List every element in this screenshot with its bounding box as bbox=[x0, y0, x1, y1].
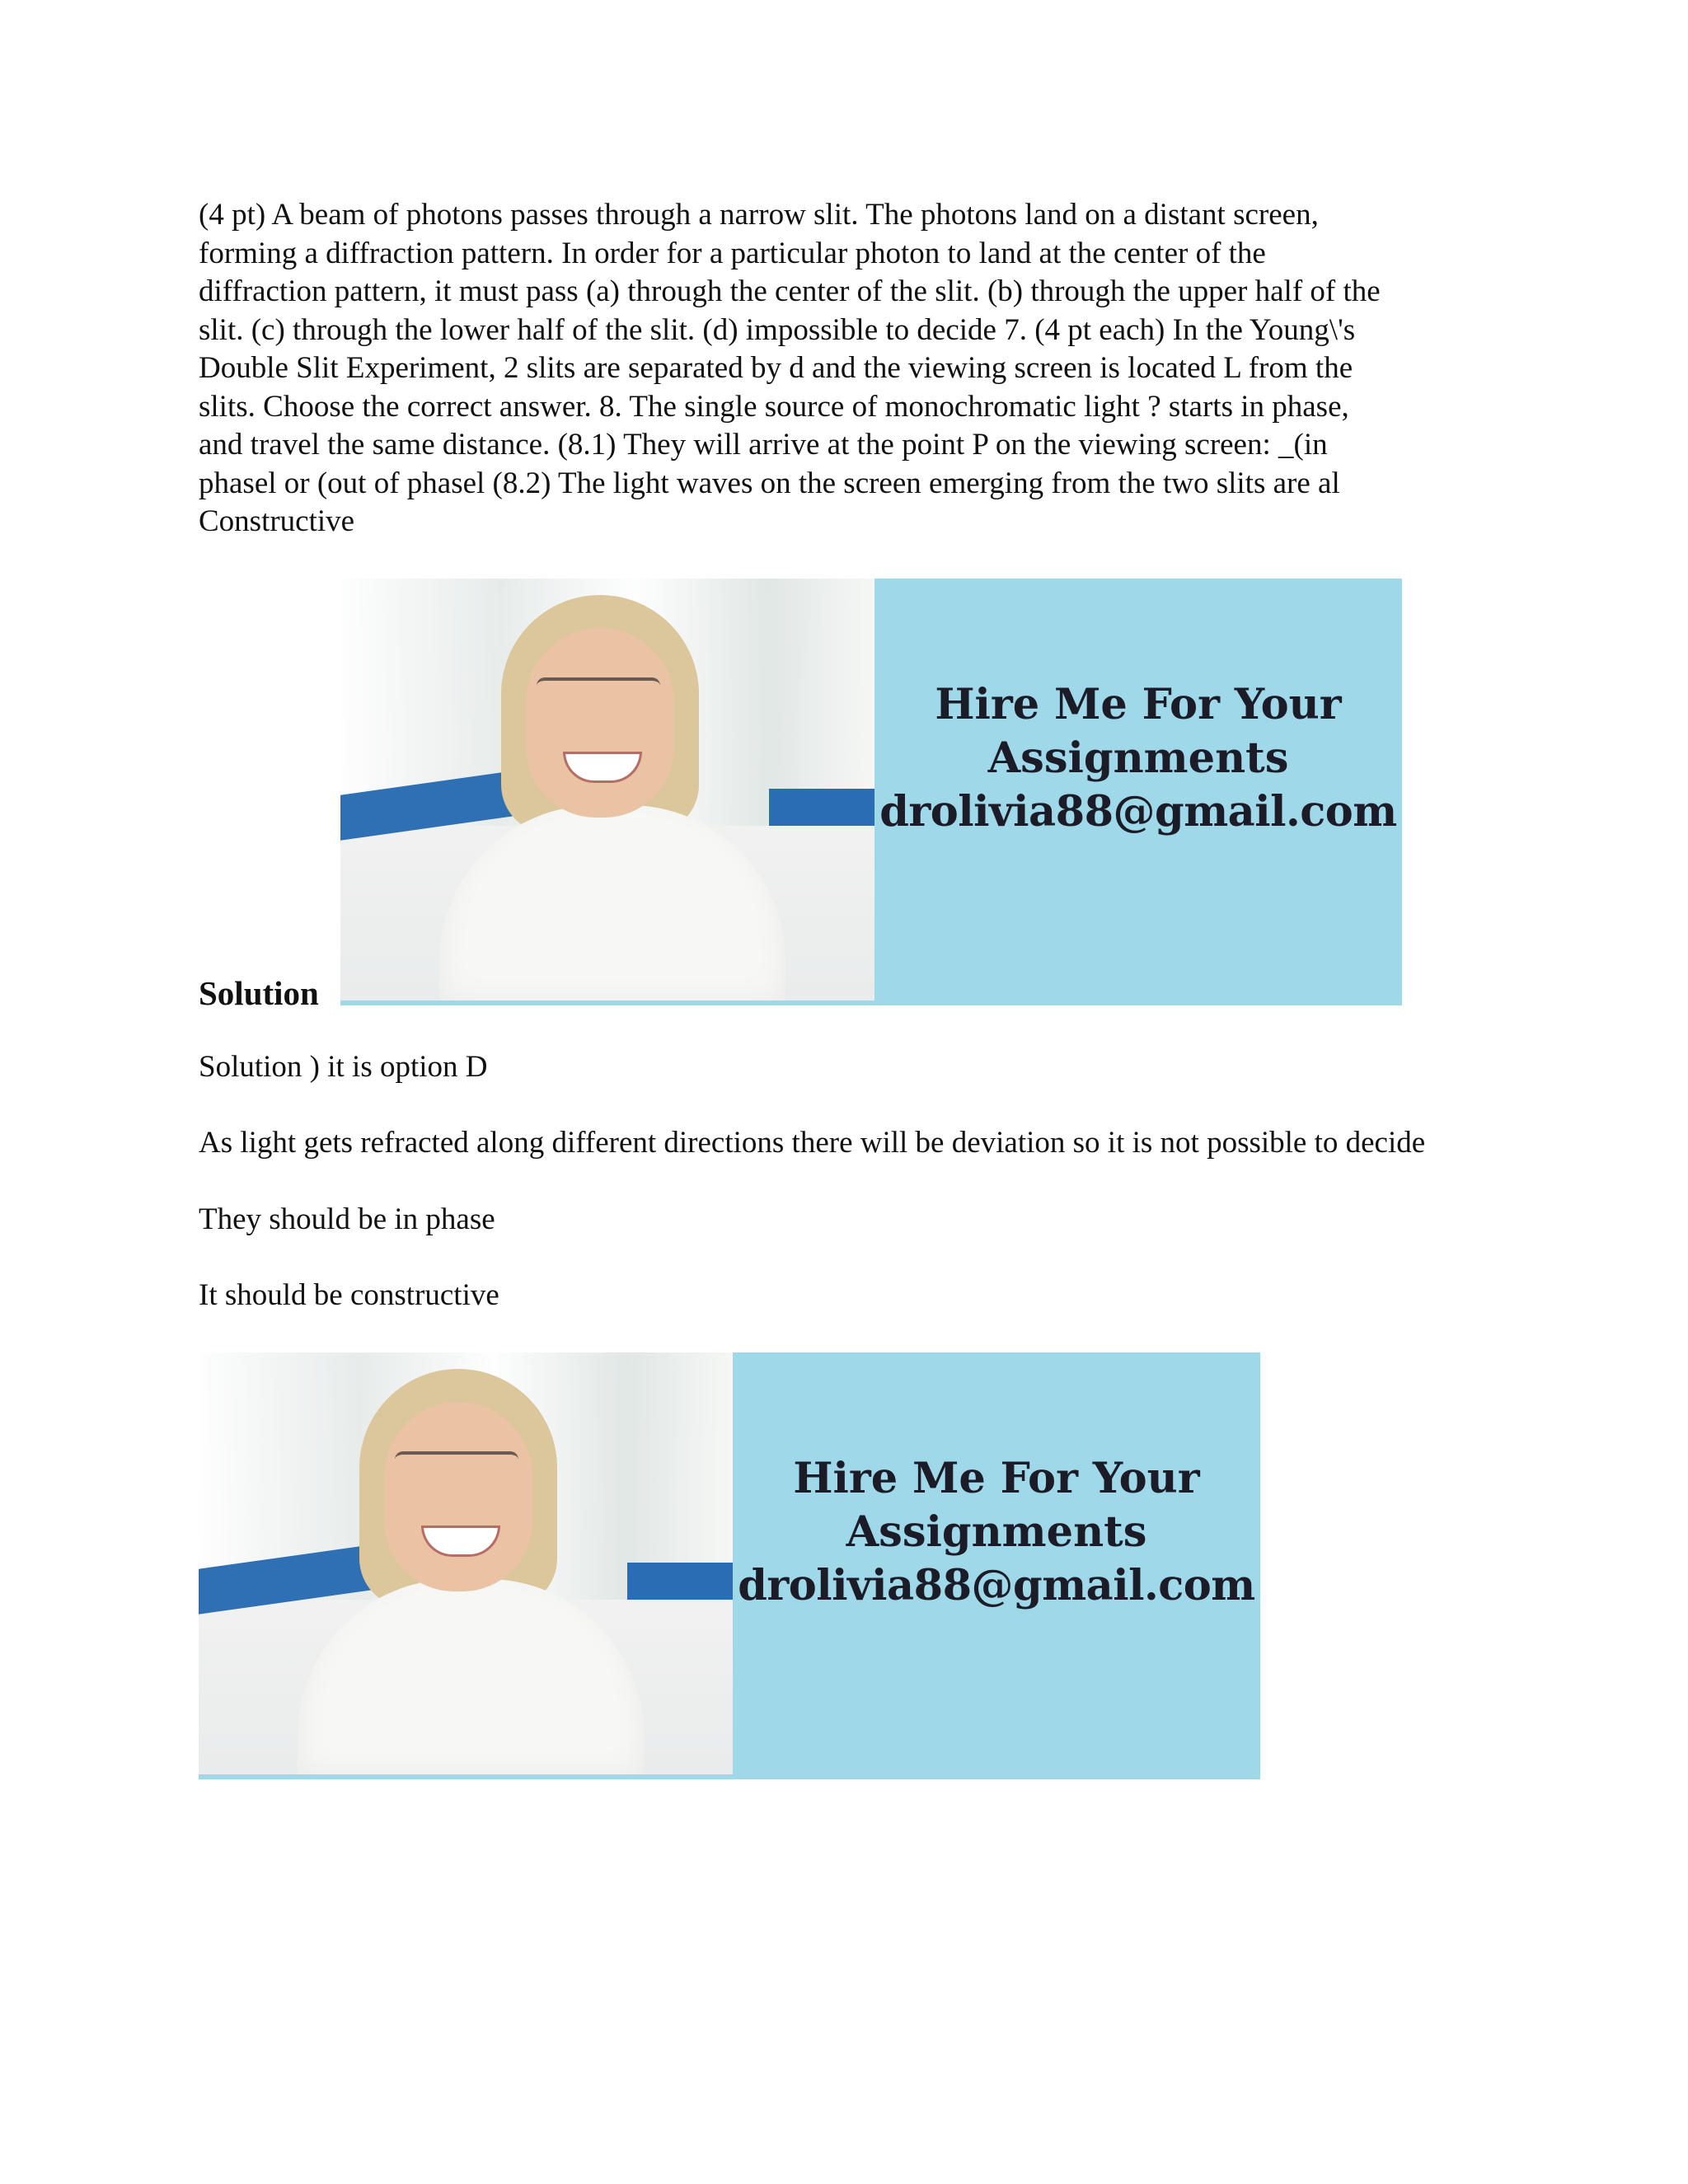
ad-photo bbox=[199, 1352, 734, 1774]
answer-paragraph: As light gets refracted along different directions there will be deviation so it is not possible to decide bbox=[199, 1126, 1426, 1160]
answer-paragraph: Solution ) it is option D bbox=[199, 1049, 488, 1084]
ad-email[interactable]: drolivia88@gmail.com bbox=[879, 787, 1397, 837]
solution-heading: Solution bbox=[199, 973, 319, 1012]
advertisement-banner[interactable] bbox=[199, 1352, 1260, 1779]
solution-row bbox=[199, 579, 1501, 1012]
ad-text-panel bbox=[733, 1352, 1260, 1779]
ad-2-wrapper bbox=[199, 1352, 1501, 1779]
answer-paragraph: It should be constructive bbox=[199, 1278, 499, 1312]
ad-line-2: Assignments bbox=[846, 1507, 1147, 1557]
ad-photo bbox=[340, 579, 876, 1001]
ad-text-panel bbox=[874, 579, 1402, 1005]
ad-line-1: Hire Me For Your bbox=[793, 1454, 1200, 1503]
advertisement-banner[interactable] bbox=[340, 579, 1402, 1005]
ad-email[interactable]: drolivia88@gmail.com bbox=[738, 1561, 1255, 1610]
document-page bbox=[199, 196, 1501, 1779]
ad-line-2: Assignments bbox=[987, 733, 1289, 783]
answer-paragraph: They should be in phase bbox=[199, 1202, 495, 1236]
question-text: (4 pt) A beam of photons passes through a narrow slit. The photons land on a distant screen, forming a diffraction pattern. In order for a particular photon to land at the center of the diffraction pattern, it must pass (a) through the center of the slit. (b) through the upper half of the slit. (c) through the lower half of the slit. (d) impossible to decide 7. (4 pt each) In the Young\'s Double Slit Experiment, 2 slits are separated by d and the viewing screen is located L from the slits. Choose the correct answer. 8. The single source of monochromatic light ? starts in phase, and travel the same distance. (8.1) They will arrive at the point P on the viewing screen: _(in phasel or (out of phasel (8.2) The light waves on the screen emerging from the two slits are al Constructive bbox=[199, 198, 1381, 538]
ad-line-1: Hire Me For Your bbox=[935, 680, 1342, 729]
